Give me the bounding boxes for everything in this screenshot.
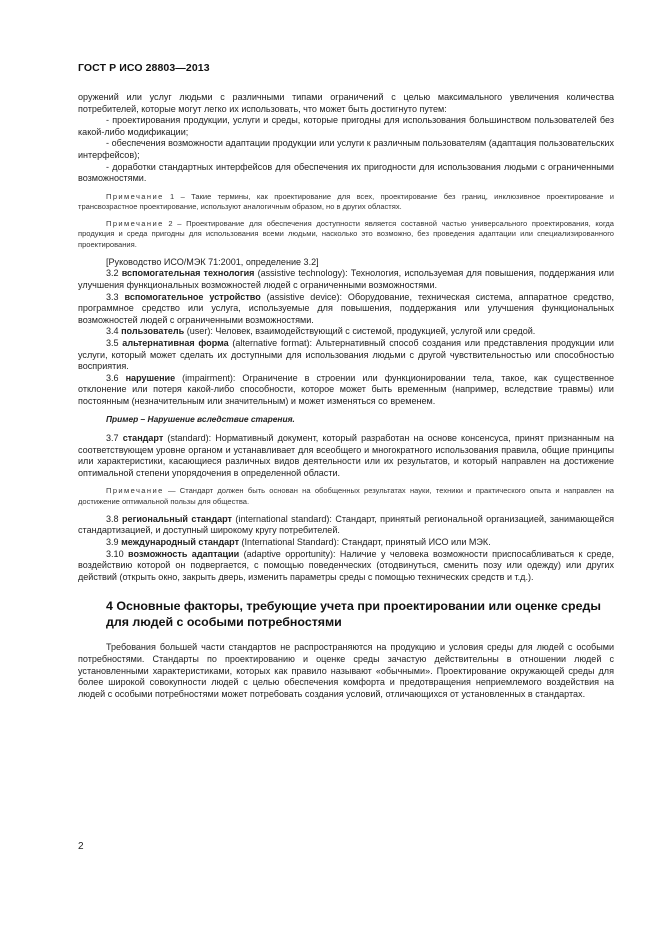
note-label: Примечание — [106, 486, 164, 496]
example: Пример – Нарушение вследствие старения. — [106, 414, 295, 425]
definition-3-2 — [78, 268, 614, 291]
definition-3-6 — [78, 373, 614, 408]
definition-3-7 — [78, 433, 614, 479]
note-text: — Стандарт должен быть основан на обобщенных результатах науки, техники и практического опыта и направлен на достижение оптимальной пользы для общества. — [78, 486, 614, 506]
definition-term: стандарт — [122, 433, 164, 444]
note-1 — [78, 192, 614, 212]
definition-number: 3.6 — [106, 372, 126, 383]
definition-term: пользователь — [121, 326, 185, 337]
definition-text: (alternative format): Альтернативный способ создания или представления продукции или услуги, который может сделать их доступными для использования людьми с другой чувствительностью или способностью восприятия. — [78, 337, 614, 372]
definition-term: вспомогательное устройство — [124, 291, 261, 302]
note-text: 2 – Проектирование для обеспечения доступности является составной частью универсального проектирования, когда продукция и среда пригодны для использования всеми людьми, насколько это возможно, без проведения адаптации или специализированного проектирования. — [78, 219, 614, 249]
definition-term: альтернативная форма — [122, 337, 229, 348]
paragraph-continuation: оружений или услуг людьми с различными типами ограничений с целью максимального увеличения количества потребителей, которые могут легко их использовать, что может быть достигнуто путем: — [78, 92, 614, 114]
section-4-title: 4 Основные факторы, требующие учета при проектировании или оценке среды для людей с особыми потребностями — [106, 599, 601, 629]
page-body — [78, 92, 614, 700]
definition-number: 3.9 — [106, 537, 122, 548]
note-text: 1 – Такие термины, как проектирование для всех, проектирование без границ, инклюзивное проектирование и трансвозрастное проектирование, используют аналогичным образом, но в других областях. — [78, 191, 614, 211]
definition-number: 3.3 — [106, 291, 125, 302]
definition-number: 3.7 — [106, 433, 123, 444]
definition-text: (standard): Нормативный документ, который разработан на основе консенсуса, принят признанным на соответствующем уровне органом и устанавливает для всеобщего и многократного использования правила, общие принципы или характеристики, касающиеся различных видов деятельности или их результатов, и который направлен на достижение оптимальной степени упорядочения в определенной области. — [78, 433, 614, 478]
definition-term: международный стандарт — [121, 537, 240, 548]
definition-3-5 — [78, 338, 614, 373]
definition-number: 3.2 — [106, 268, 122, 279]
definition-text: (adaptive opportunity): Наличие у человека возможности приспосабливаться к среде, воздействию которой он подвергается, с помощью поведенческих (отодвинуться, сменить позу или одежду) или других действий (открыть окно, закрыть дверь, изменить параметры среды с помощью технических средств и т.д.). — [78, 548, 614, 582]
section-4-body: Требования большей части стандартов не распространяются на продукцию и условия среды для людей с особыми потребностями. Стандарты по проектированию и оценке среды зачастую действительны в отношении людей с установленными характеристиками, которых как правило называют «обычными». Проектирование окружающей среды для более широкой совокупности людей с целью обеспечения комфорта и предотвращения неприемлемого воздействия на людей с особыми потребностями может потребовать создания условий, отличающихся от установленных в стандартах. — [78, 642, 614, 699]
note-3 — [78, 486, 614, 506]
definition-3-4 — [78, 326, 614, 338]
definition-term: региональный стандарт — [122, 513, 232, 524]
definition-text: (impairment): Ограничение в строении или функционировании тела, такое, как существенное отклонение или потеря какой-либо способности, которое может быть временным (например, вследствие травмы) или постоянным (незначительным или значительным) и может изменяться со временем. — [78, 372, 615, 406]
definition-text: (assistive technology): Технология, используемая для повышения, поддержания или улучшения функциональных возможностей людей с ограниченными возможностями. — [78, 268, 614, 290]
definition-term: нарушение — [125, 372, 176, 383]
reference: [Руководство ИСО/МЭК 71:2001, определение 3.2] — [106, 256, 319, 267]
definition-number: 3.10 — [106, 548, 128, 559]
definition-3-10 — [78, 549, 614, 584]
definition-number: 3.8 — [106, 513, 123, 524]
definition-3-8 — [78, 514, 614, 537]
definition-number: 3.5 — [106, 337, 123, 348]
definition-text: (assistive device): Оборудование, техническая система, аппаратное средство, программное средство или услуга, используемые для повышения, поддержания или улучшения функциональных возможностей людей с ограниченными возможностями. — [78, 291, 614, 325]
definition-text: (International Standard): Стандарт, принятый ИСО или МЭК. — [239, 537, 491, 548]
list-item: - проектирования продукции, услуги и среды, которые пригодны для использования большинством пользователей без какой-либо модификации; — [78, 115, 614, 137]
definition-term: вспомогательная технология — [121, 268, 255, 279]
list-item: - доработки стандартных интерфейсов для обеспечения их пригодности для использования людьми с ограниченными возможностями. — [78, 161, 614, 184]
note-label: Примечание — [106, 191, 164, 201]
document-header: ГОСТ Р ИСО 28803—2013 — [78, 62, 210, 74]
note-2 — [78, 219, 614, 250]
note-label: Примечание — [106, 219, 164, 229]
list-item: - обеспечения возможности адаптации продукции или услуги к различным пользователям (адаптация пользовательских интерфейсов); — [78, 138, 614, 160]
definition-text: (user): Человек, взаимодействующий с системой, продукцией, услугой или средой. — [184, 326, 536, 337]
definition-text: (international standard): Стандарт, принятый региональной организацией, занимающейся стандартизацией, и доступный широкому кругу потребителей. — [78, 513, 614, 536]
definition-3-9 — [78, 537, 614, 549]
definition-3-3 — [78, 292, 614, 327]
definition-term: возможность адаптации — [128, 548, 240, 559]
definition-number: 3.4 — [106, 326, 122, 337]
page-number: 2 — [78, 841, 84, 852]
